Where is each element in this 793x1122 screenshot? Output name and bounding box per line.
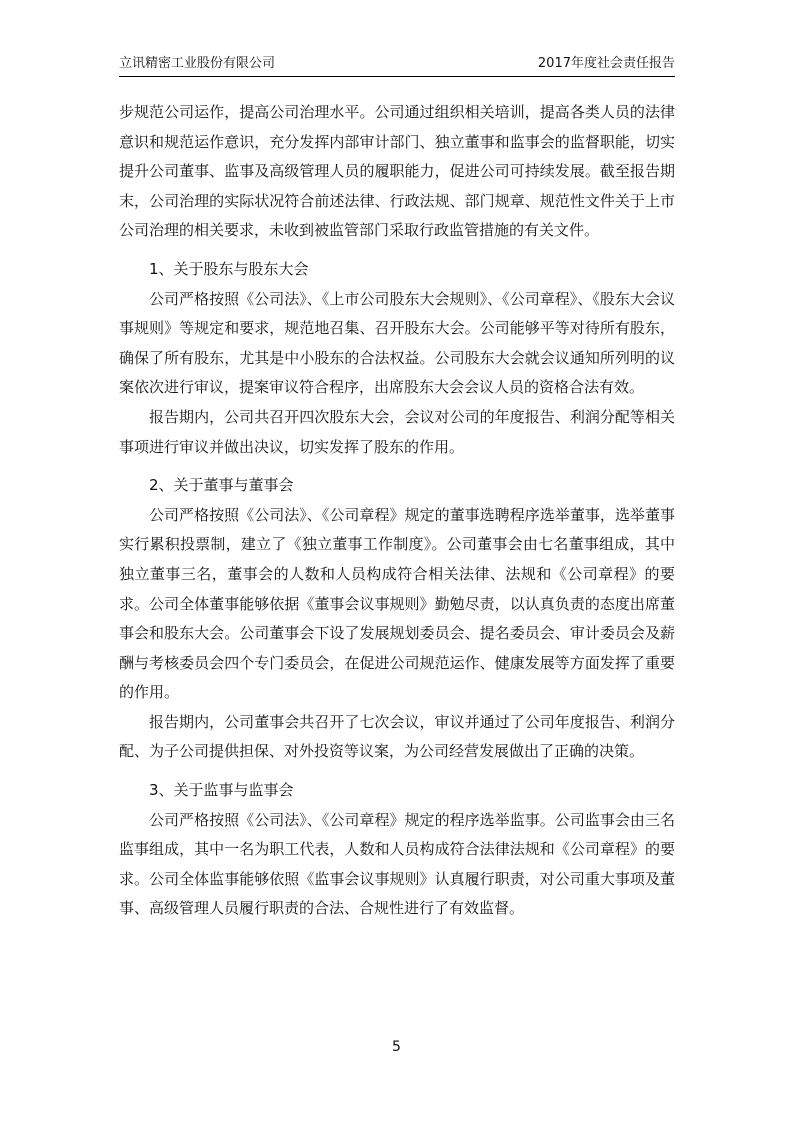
page-number: 5 <box>392 1039 401 1055</box>
header-company-name: 立讯精密工业股份有限公司 <box>119 56 276 71</box>
continued-paragraph: 步规范公司运作，提高公司治理水平。公司通过组织相关培训，提高各类人员的法律意识和规范运作意识，充分发挥内部审计部门、独立董事和监事会的监督职能，切实提升公司董事、监事及高级管理人员的履职能力，促进公司可持续发展。截至报告期末，公司治理的实际状况符合前述法律、行政法规、部门规章、规范性文件关于上市公司治理的相关要求，未收到被监管部门采取行政监管措施的有关文件。 <box>119 103 675 240</box>
section-heading-shareholders: 1、关于股东与股东大会 <box>149 259 309 278</box>
section-heading-board: 2、关于董事与董事会 <box>149 476 294 495</box>
section-paragraph: 报告期内，公司董事会共召开了七次会议，审议并通过了公司年度报告、利润分配、为子公司提供担保、对外投资等议案，为公司经营发展做出了正确的决策。 <box>119 712 675 761</box>
section-paragraph: 公司严格按照《公司法》、《上市公司股东大会规则》、《公司章程》、《股东大会议事规则》等规定和要求，规范地召集、召开股东大会。公司能够平等对待所有股东，确保了所有股东，尤其是中小股东的合法权益。公司股东大会就会议通知所列明的议案依次进行审议，提案审议符合程序，出席股东大会会议人员的资格合法有效。 <box>119 289 675 397</box>
header-report-title: 2017年度社会责任报告 <box>537 56 675 71</box>
document-body <box>119 98 675 924</box>
section-paragraph: 公司严格按照《公司法》、《公司章程》规定的董事选聘程序选举董事，选举董事实行累积投票制，建立了《独立董事工作制度》。公司董事会由七名董事组成，其中独立董事三名，董事会的人数和人员构成符合相关法律、法规和《公司章程》的要求。公司全体董事能够依据《董事会议事规则》勤勉尽责，以认真负责的态度出席董事会和股东大会。公司董事会下设了发展规划委员会、提名委员会、审计委员会及薪酬与考核委员会四个专门委员会，在促进公司规范运作、健康发展等方面发挥了重要的作用。 <box>119 505 675 702</box>
page-header <box>119 54 675 77</box>
section-heading-supervisors: 3、关于监事与监事会 <box>149 781 294 800</box>
section-paragraph: 报告期内，公司共召开四次股东大会，会议对公司的年度报告、利润分配等相关事项进行审议并做出决议，切实发挥了股东的作用。 <box>119 407 675 456</box>
section-paragraph: 公司严格按照《公司法》、《公司章程》规定的程序选举监事。公司监事会由三名监事组成，其中一名为职工代表，人数和人员构成符合法律法规和《公司章程》的要求。公司全体监事能够依照《监事会议事规则》认真履行职责，对公司重大事项及董事、高级管理人员履行职责的合法、合规性进行了有效监督。 <box>119 810 675 918</box>
